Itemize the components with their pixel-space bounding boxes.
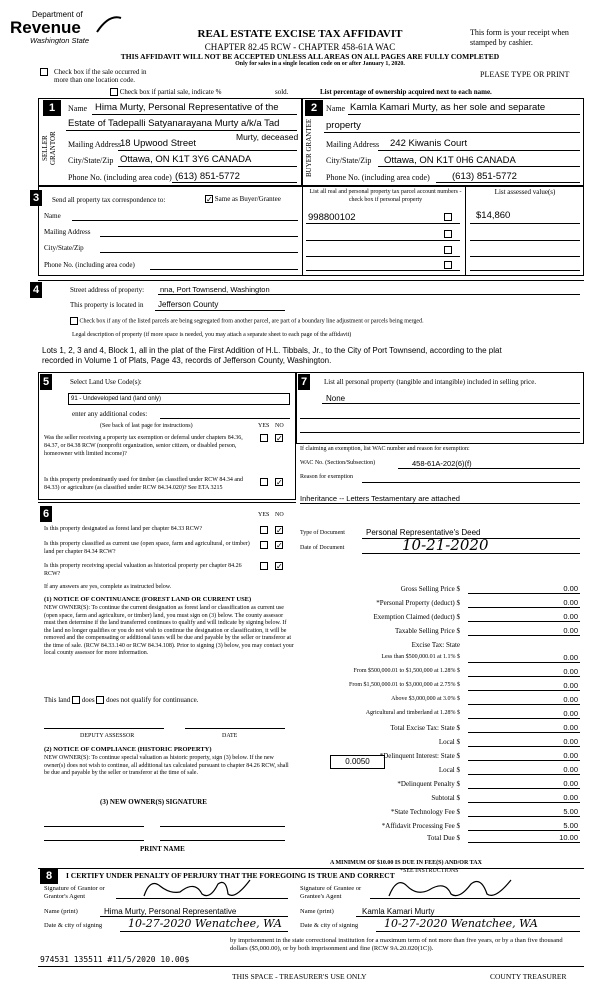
personal-property-value[interactable]: None <box>326 394 346 403</box>
located-label: This property is located in <box>70 301 144 309</box>
calc-underline <box>468 718 580 719</box>
corr-city-label: City/State/Zip <box>44 244 84 252</box>
corr-mail-label: Mailing Address <box>44 228 91 236</box>
calc-value[interactable]: 10.00 <box>559 833 578 842</box>
street-address[interactable]: nna, Port Townsend, Washington <box>160 285 270 294</box>
dept-label: Department of <box>32 10 83 19</box>
calc-underline <box>468 842 580 843</box>
see-instructions-note: *SEE INSTRUCTIONS <box>400 868 459 874</box>
segregated-row <box>70 317 424 325</box>
calc-label: Gross Selling Price $ <box>400 585 460 593</box>
section-6-number: 6 <box>40 506 52 522</box>
buyer-mail[interactable]: 242 Kiwanis Court <box>390 138 468 149</box>
see-back-note: (See back of last page for instructions) <box>100 423 193 429</box>
seller-name-3[interactable]: Murty, deceased <box>236 132 299 142</box>
reason-label: Reason for exemption <box>300 474 353 480</box>
treasurer-use-only: THIS SPACE - TREASURER'S USE ONLY <box>232 972 367 981</box>
seller-grantor-side-label: SELLER GRANTOR <box>41 131 57 165</box>
multi-location-label: Check box if the sale occurred in more than one location code. <box>54 68 147 84</box>
buyer-city-label: City/State/Zip <box>326 156 372 165</box>
calc-underline <box>468 607 580 608</box>
doc-type[interactable]: Personal Representative's Deed <box>366 528 481 537</box>
calc-underline <box>468 635 580 636</box>
partial-sale-row <box>110 88 221 96</box>
deputy-date-label: DATE <box>222 733 238 739</box>
section-7-number: 7 <box>298 374 310 390</box>
seller-name-1[interactable]: Hima Murty, Personal Representative of the <box>95 102 279 113</box>
seller-mail[interactable]: 18 Upwood Street <box>120 138 197 149</box>
personal-property-checkbox-3[interactable] <box>444 246 452 254</box>
calc-label: Above $3,000,000 at 3.0% $ <box>391 696 460 702</box>
land-does-checkbox[interactable] <box>72 696 80 704</box>
calc-value[interactable]: 0.00 <box>563 779 578 788</box>
forest-question: Is this property designated as forest land per chapter 84.33 RCW? <box>44 526 203 532</box>
sold-label: sold. <box>275 88 289 96</box>
grantor-signature-label: Signature of Grantor or Grantor's Agent <box>44 885 105 900</box>
corr-phone-label: Phone No. (including area code) <box>44 261 135 269</box>
grantor-date-label: Date & city of signing <box>44 922 103 929</box>
buyer-name-1[interactable]: Kamla Kamari Murty, as her sole and separate <box>350 102 546 113</box>
local-rate-box[interactable] <box>330 755 385 769</box>
revenue-label: Revenue <box>10 18 81 37</box>
certify-statement: I CERTIFY UNDER PENALTY OF PERJURY THAT THE FOREGOING IS TRUE AND CORRECT <box>66 871 395 880</box>
segregated-checkbox[interactable] <box>70 317 78 325</box>
calc-value[interactable]: 0.00 <box>563 612 578 621</box>
calc-label: Excise Tax: State <box>411 641 460 649</box>
seller-phone[interactable]: (613) 851-5772 <box>175 171 240 182</box>
buyer-name-label: Name <box>326 104 346 113</box>
minimum-note: A MINIMUM OF $10.00 IS DUE IN FEE(S) AND/OR TAX <box>330 860 482 866</box>
calc-underline <box>468 802 580 803</box>
grantee-signature-label: Signature of Grantee or Grantee's Agent <box>300 885 362 900</box>
does-label: does <box>81 696 95 704</box>
wac-label: WAC No. (Section/Subsection) <box>300 460 376 466</box>
seller-mail-label: Mailing Address <box>68 140 122 149</box>
grantee-name[interactable]: Kamla Kamari Murty <box>362 907 435 916</box>
assessed-value[interactable]: $14,860 <box>476 210 511 221</box>
exemption-claim-label: If claiming an exemption, list WAC number and reason for exemption: <box>300 446 470 452</box>
land-use-code: 91 - Undeveloped land (land only) <box>71 396 162 402</box>
seller-phone-label: Phone No. (including area code) <box>68 173 172 182</box>
buyer-phone[interactable]: (613) 851-5772 <box>452 171 517 182</box>
calc-underline <box>468 690 580 691</box>
current-use-no-checkbox[interactable]: ✓ <box>276 541 283 550</box>
perjury-note: by imprisonment in the state correctional institution for a maximum term of not more than five years, or by a than five thousand dollars ($5,000.00), or by both imprisonment and fine (RCW 9A.20.020(1C)). <box>230 937 563 952</box>
doc-date-handwritten[interactable]: 10-21-2020 <box>402 536 489 554</box>
calc-underline <box>468 621 580 622</box>
form-warning: THIS AFFIDAVIT WILL NOT BE ACCEPTED UNLESS ALL AREAS ON ALL PAGES ARE FULLY COMPLETED <box>120 52 500 61</box>
seller-city-label: City/State/Zip <box>68 156 114 165</box>
calc-value[interactable]: 5.00 <box>563 821 578 830</box>
calc-value[interactable]: 0.00 <box>563 653 578 662</box>
calc-value[interactable]: 0.00 <box>563 695 578 704</box>
section-8-number: 8 <box>40 868 58 884</box>
forest-yes-checkbox[interactable] <box>260 526 268 534</box>
form-chapter: CHAPTER 82.45 RCW - CHAPTER 458-61A WAC <box>204 42 396 52</box>
personal-property-label: List all personal property (tangible and intangible) included in selling price. <box>324 378 537 386</box>
state-label: Washington State <box>30 36 90 45</box>
notice-compliance-title: (2) NOTICE OF COMPLIANCE (HISTORIC PROPERTY) <box>44 746 212 753</box>
calc-label: Less than $500,000.01 at 1.1% $ <box>381 654 460 660</box>
grantee-date-label: Date & city of signing <box>300 922 359 929</box>
historic-yes-checkbox[interactable] <box>260 562 268 570</box>
form-title: REAL ESTATE EXCISE TAX AFFIDAVIT <box>197 28 403 40</box>
land-qualify-row <box>44 696 198 704</box>
land-does-not-checkbox[interactable] <box>96 696 104 704</box>
calc-label: Total Due $ <box>427 834 460 842</box>
logo-swoosh-icon <box>95 14 123 36</box>
county-treasurer-label: COUNTY TREASURER <box>490 972 567 981</box>
land-label: This land <box>44 696 71 704</box>
calc-label: Local $ <box>438 766 460 774</box>
calc-label: Total Excise Tax: State $ <box>390 724 460 732</box>
seller-name-label: Name <box>68 104 88 113</box>
land-use-select[interactable] <box>68 393 290 405</box>
calc-value[interactable]: 0.00 <box>563 737 578 746</box>
calc-label: Agricultural and timberland at 1.28% $ <box>365 710 460 716</box>
street-label: Street address of property: <box>70 286 145 294</box>
calc-value[interactable]: 0.00 <box>563 681 578 690</box>
deputy-assessor-label: DEPUTY ASSESSOR <box>80 733 135 739</box>
timber-no-checkbox[interactable]: ✓ <box>276 478 283 487</box>
calc-underline <box>468 732 580 733</box>
calc-underline <box>468 676 580 677</box>
same-as-buyer-label: Same as Buyer/Grantee <box>214 195 281 203</box>
section-5-number: 5 <box>40 374 52 390</box>
exemption-reason[interactable]: Inheritance -- Letters Testamentary are attached <box>300 494 460 503</box>
print-note: PLEASE TYPE OR PRINT <box>480 70 570 79</box>
same-as-buyer-checkbox[interactable]: ✓ <box>206 195 213 205</box>
additional-codes-label: enter any additional codes: <box>72 410 148 418</box>
does-not-label: does not qualify for continuance. <box>106 696 199 704</box>
legal-desc-line-2[interactable]: recorded in Volume 1 of Plats, Page 43, records of Jefferson County, Washington. <box>42 356 332 365</box>
calc-label: Taxable Selling Price $ <box>394 627 460 635</box>
receipt-note: This form is your receipt when stamped by cashier. <box>470 28 569 47</box>
grantee-date-city[interactable]: 10-27-2020 Wenatchee, WA <box>384 917 538 930</box>
same-as-buyer-row <box>205 195 281 203</box>
wac-number[interactable]: 458-61A-202(6)(f) <box>412 459 472 468</box>
calc-value[interactable]: 0.00 <box>563 723 578 732</box>
new-owner-signature-label: (3) NEW OWNER(S) SIGNATURE <box>100 798 207 806</box>
calc-label: Exemption Claimed (deduct) $ <box>373 613 460 621</box>
s5-yes-header: YES <box>258 423 270 429</box>
section-4-number: 4 <box>30 282 42 298</box>
grantee-name-label: Name (print) <box>300 908 334 915</box>
current-use-yes-checkbox[interactable] <box>260 541 268 549</box>
exemption-yes-checkbox[interactable] <box>260 434 268 442</box>
grantor-name[interactable]: Hima Murty, Personal Representative <box>104 907 237 916</box>
land-use-label: Select Land Use Code(s): <box>70 378 142 386</box>
personal-property-checkbox-2[interactable] <box>444 230 452 238</box>
calc-label: *Delinquent Penalty $ <box>397 780 460 788</box>
print-name-label: PRINT NAME <box>140 845 185 853</box>
seller-name-2[interactable]: Estate of Tadepalli Satyanarayana Murty a/k/a Tad <box>68 118 280 129</box>
calc-label: From $1,500,000.01 to $3,000,000 at 2.75% $ <box>349 682 460 688</box>
parcel-number[interactable]: 998800102 <box>308 212 356 223</box>
exemption-no-checkbox[interactable]: ✓ <box>276 434 283 443</box>
buyer-grantee-side-label: BUYER GRANTEE <box>305 118 313 178</box>
calc-value[interactable]: 0.00 <box>563 765 578 774</box>
s6-yes-header: YES <box>258 512 270 518</box>
personal-property-checkbox-4[interactable] <box>444 261 452 269</box>
calc-value[interactable]: 0.00 <box>563 709 578 718</box>
forest-no-checkbox[interactable]: ✓ <box>276 526 283 535</box>
grantor-name-label: Name (print) <box>44 908 78 915</box>
local-rate: 0.0050 <box>345 757 370 766</box>
calc-label: From $500,000.01 to $1,500,000 at 1.28% $ <box>353 668 460 674</box>
calc-label: *State Technology Fee $ <box>390 808 460 816</box>
calc-underline <box>468 746 580 747</box>
buyer-phone-label: Phone No. (including area code) <box>326 173 430 182</box>
historic-question: Is this property receiving special valuation as historical property per chapter 84.26 RCW? <box>44 563 242 577</box>
calc-underline <box>468 788 580 789</box>
section-2-number: 2 <box>305 100 323 116</box>
notice-continuance-text: NEW OWNER(S): To continue the current designation as forest land or classification as current use (open space, farm and agriculture, or timber) land, you must sign on (3) below. The county assessor must then determine if the land transferred continues to qualify and will indicate by signing below. If the land no longer qualifies or you do not wish to continue the designation or classification, it will be removed and the compensating or additional taxes will be due and payable by the seller or transferor at the time of sale. (RCW 84.33.140 or RCW 84.34.108). Prior to signing (3) below, you may contact your local county assessor for more information. <box>44 605 294 656</box>
calc-underline <box>468 760 580 761</box>
calc-label: Local $ <box>438 738 460 746</box>
calc-value[interactable]: 0.00 <box>563 667 578 676</box>
calc-label: *Affidavit Processing Fee $ <box>381 822 460 830</box>
calc-label: *Personal Property (deduct) $ <box>376 599 460 607</box>
calc-underline <box>468 816 580 817</box>
send-correspondence-label: Send all property tax correspondence to: <box>52 196 166 204</box>
grantee-signature[interactable] <box>385 874 515 902</box>
if-any-note: If any answers are yes, complete as instructed below. <box>44 584 172 590</box>
ownership-note: List percentage of ownership acquired next to each name. <box>320 88 492 96</box>
county-located[interactable]: Jefferson County <box>158 300 219 309</box>
calc-value[interactable]: 5.00 <box>563 807 578 816</box>
calc-value[interactable]: 0.00 <box>563 584 578 593</box>
doc-date-label: Date of Document <box>300 545 345 551</box>
calc-underline <box>468 704 580 705</box>
calc-label: *Delinquent Interest: State $ <box>379 752 460 760</box>
calc-value[interactable]: 0.00 <box>563 751 578 760</box>
buyer-city[interactable]: Ottawa, ON K1T 0H6 CANADA <box>384 155 516 166</box>
notice-continuance-title: (1) NOTICE OF CONTINUANCE (FOREST LAND OR CURRENT USE) <box>44 596 252 603</box>
grantor-date-city[interactable]: 10-27-2020 Wenatchee, WA <box>128 917 282 930</box>
revenue-logo <box>10 10 130 58</box>
calc-underline <box>468 662 580 663</box>
cashier-stamp: 974531 135511 #11/5/2020 10.00$ <box>40 955 190 964</box>
buyer-name-2[interactable]: property <box>326 120 361 131</box>
doc-type-label: Type of Document <box>300 530 345 536</box>
section-3-number: 3 <box>30 190 42 206</box>
multi-location-checkbox[interactable] <box>40 68 48 76</box>
historic-no-checkbox[interactable]: ✓ <box>276 562 283 571</box>
notice-compliance-text: NEW OWNER(S): To continue special valuation as historic property, sign (3) below. If the new owner(s) does not wish to continue, all additional tax calculated pursuant to chapter 84.26 RCW, shall be due and payable by the seller or transferor at the time of sale. <box>44 755 289 776</box>
calc-value[interactable]: 0.00 <box>563 793 578 802</box>
section-1-number: 1 <box>43 100 61 116</box>
calc-label: Subtotal $ <box>431 794 460 802</box>
form-only-for: Only for sales in a single location code on or after January 1, 2020. <box>235 61 405 67</box>
legal-desc-label: Legal description of property (if more space is needed, you may attach a separate sheet to each page of the affidavit) <box>72 332 352 338</box>
buyer-mail-label: Mailing Address <box>326 140 380 149</box>
corr-name-label: Name <box>44 212 61 220</box>
calc-value[interactable]: 0.00 <box>563 626 578 635</box>
timber-yes-checkbox[interactable] <box>260 478 268 486</box>
multi-location-checkbox-row <box>40 68 160 84</box>
legal-desc-line-1[interactable]: Lots 1, 2, 3 and 4, Block 1, all in the plat of the First Addition of H.L. Tibbals, Jr., to the City of Port Townsend, according to the plat <box>42 346 502 355</box>
calc-underline <box>468 774 580 775</box>
s5-no-header: NO <box>275 423 284 429</box>
grantor-signature[interactable] <box>140 876 260 902</box>
exemption-question: Was the seller receiving a property tax exemption or deferral under chapters 84.36, 84.37, or 84.38 RCW (nonprofit organization, senior citizen, or disabled person, homeowner with limited income)? <box>44 435 243 457</box>
personal-property-checkbox-1[interactable] <box>444 213 452 221</box>
partial-sale-label: Check box if partial sale, indicate % <box>119 88 222 96</box>
calc-underline <box>468 830 580 831</box>
assessed-value-header: List assessed value(s) <box>494 188 556 196</box>
segregated-label: Check box if any of the listed parcels are being segregated from another parcel, are part of a boundary line adjustment or parcels being merged. <box>79 318 424 325</box>
calc-underline <box>468 593 580 594</box>
seller-city[interactable]: Ottawa, ON K1T 3Y6 CANADA <box>120 154 252 165</box>
timber-question: Is this property predominantly used for timber (as classified under RCW 84.34 and 84.33) or agriculture (as classified under RCW 84.34.020)? See ETA 3215 <box>44 477 244 491</box>
current-use-question: Is this property classified as current use (open space, farm and agricultural, or timber) land per chapter 84.34 RCW? <box>44 541 250 555</box>
s6-no-header: NO <box>275 512 284 518</box>
calc-value[interactable]: 0.00 <box>563 598 578 607</box>
partial-sale-checkbox[interactable] <box>110 88 118 96</box>
parcel-list-header: List all real and personal property tax parcel account numbers - check box if personal property <box>309 189 462 203</box>
